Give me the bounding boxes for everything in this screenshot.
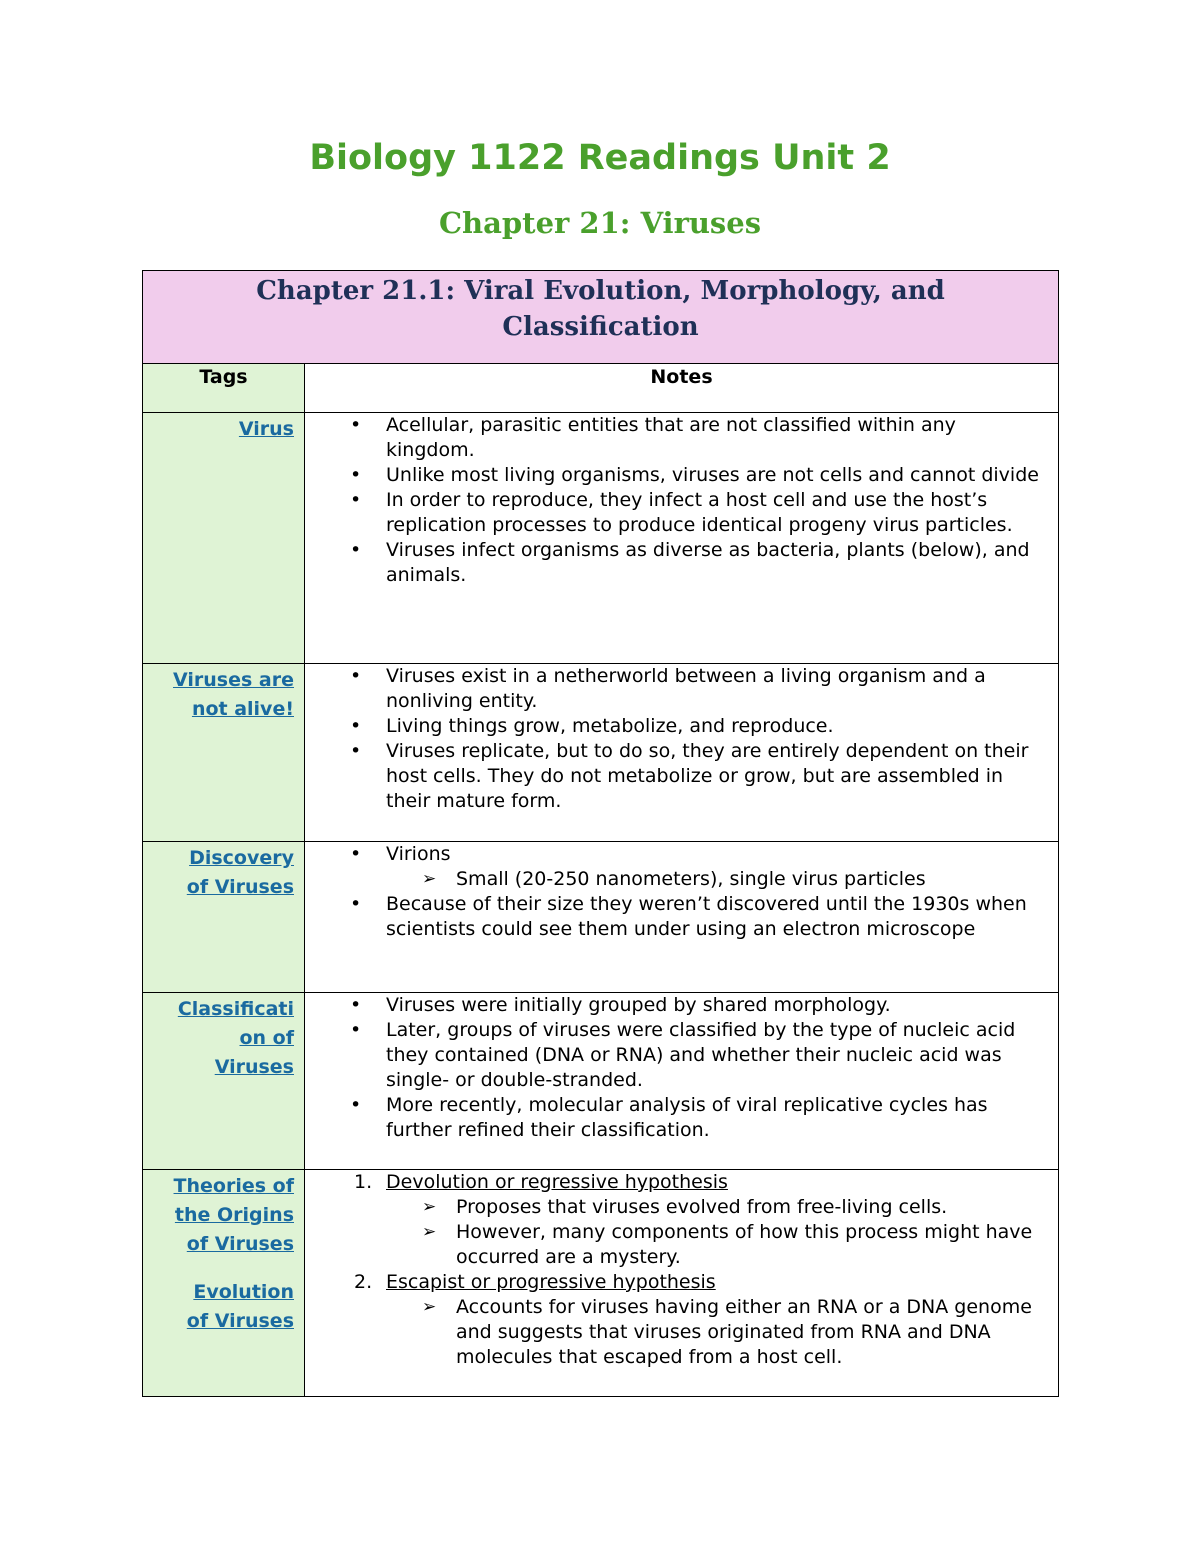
note-bullet: • Virions ➢ Small (20-250 nanometers), single virus particles xyxy=(305,842,1058,892)
note-bullet: • Viruses replicate, but to do so, they are entirely dependent on their host cells. They do not metabolize or grow, but are assembled in their mature form. xyxy=(305,739,1058,814)
tag-link-discovery-of-viruses[interactable]: Discovery of Viruses xyxy=(186,847,294,898)
notes-cell xyxy=(305,413,1059,664)
note-bullet: • Living things grow, metabolize, and reproduce. xyxy=(305,714,1058,739)
arrow-bullet-icon: ➢ xyxy=(422,1197,437,1217)
tag-link-theories-of-origins[interactable]: Theories of the Origins of Viruses xyxy=(173,1175,294,1255)
note-bullet: • Because of their size they weren’t discovered until the 1930s when scientists could see them under using an electron microscope xyxy=(305,892,1058,942)
tag-link-viruses-not-alive[interactable]: Viruses are not alive! xyxy=(173,669,294,720)
item-number: 2. xyxy=(354,1271,373,1293)
arrow-bullet-icon: ➢ xyxy=(422,869,437,889)
document-title: Biology 1122 Readings Unit 2 xyxy=(309,138,891,178)
section-title-line1: Chapter 21.1: Viral Evolution, Morphology, and xyxy=(256,276,945,306)
note-bullet: • Unlike most living organisms, viruses are not cells and cannot divide xyxy=(305,463,1058,488)
hypothesis-heading: Escapist or progressive hypothesis xyxy=(386,1271,716,1293)
numbered-item xyxy=(305,1270,1058,1370)
note-bullet: • Viruses infect organisms as diverse as bacteria, plants (below), and animals. xyxy=(305,538,1058,588)
section-title xyxy=(143,271,1059,364)
note-bullet: • More recently, molecular analysis of viral replicative cycles has further refined their classification. xyxy=(305,1093,1058,1143)
note-bullet: • Viruses exist in a netherworld between a living organism and a nonliving entity. xyxy=(305,664,1058,714)
notes-cell xyxy=(305,664,1059,842)
note-bullet: • Viruses were initially grouped by shared morphology. xyxy=(305,993,1058,1018)
tag-cell xyxy=(143,413,305,664)
table-row xyxy=(143,413,1059,664)
note-bullet: • Later, groups of viruses were classified by the type of nucleic acid they contained (DNA or RNA) and whether their nucleic acid was single- or double-stranded. xyxy=(305,1018,1058,1093)
tag-cell xyxy=(143,1170,305,1397)
note-sub-bullet: ➢ Proposes that viruses evolved from free-living cells. xyxy=(422,1196,948,1218)
note-bullet: • Acellular, parasitic entities that are not classified within any kingdom. xyxy=(305,413,1058,463)
tag-cell xyxy=(143,842,305,993)
note-sub-bullet: ➢ Small (20-250 nanometers), single virus particles xyxy=(422,868,926,890)
note-sub-bullet: ➢ However, many components of how this process might have occurred are a mystery. xyxy=(422,1221,1033,1268)
tag-cell xyxy=(143,993,305,1170)
notes-cell xyxy=(305,842,1059,993)
table-row xyxy=(143,993,1059,1170)
notes-column-header: Notes xyxy=(305,364,1059,413)
tags-column-header: Tags xyxy=(143,364,305,413)
chapter-heading: Chapter 21: Viruses xyxy=(438,206,762,240)
notes-cell xyxy=(305,1170,1059,1397)
hypothesis-heading: Devolution or regressive hypothesis xyxy=(386,1171,728,1193)
tag-link-evolution-of-viruses[interactable]: Evolution of Viruses xyxy=(186,1281,294,1332)
table-row xyxy=(143,664,1059,842)
note-bullet: • In order to reproduce, they infect a host cell and use the host’s replication processes to produce identical progeny virus particles. xyxy=(305,488,1058,538)
section-title-line2: Classification xyxy=(502,312,699,342)
note-sub-bullet: ➢ Accounts for viruses having either an RNA or a DNA genome and suggests that viruses originated from RNA and DNA molecules that escaped from a host cell. xyxy=(422,1296,1032,1368)
table-row xyxy=(143,1170,1059,1397)
notes-cell xyxy=(305,993,1059,1170)
tag-link-virus[interactable]: Virus xyxy=(238,418,294,440)
tag-cell xyxy=(143,664,305,842)
numbered-item xyxy=(305,1170,1058,1270)
arrow-bullet-icon: ➢ xyxy=(422,1222,437,1242)
arrow-bullet-icon: ➢ xyxy=(422,1297,437,1317)
notes-table xyxy=(142,270,1059,1397)
table-row xyxy=(143,842,1059,993)
item-number: 1. xyxy=(354,1171,373,1193)
tag-link-classification-of-viruses[interactable]: Classificati on of Viruses xyxy=(177,998,294,1078)
